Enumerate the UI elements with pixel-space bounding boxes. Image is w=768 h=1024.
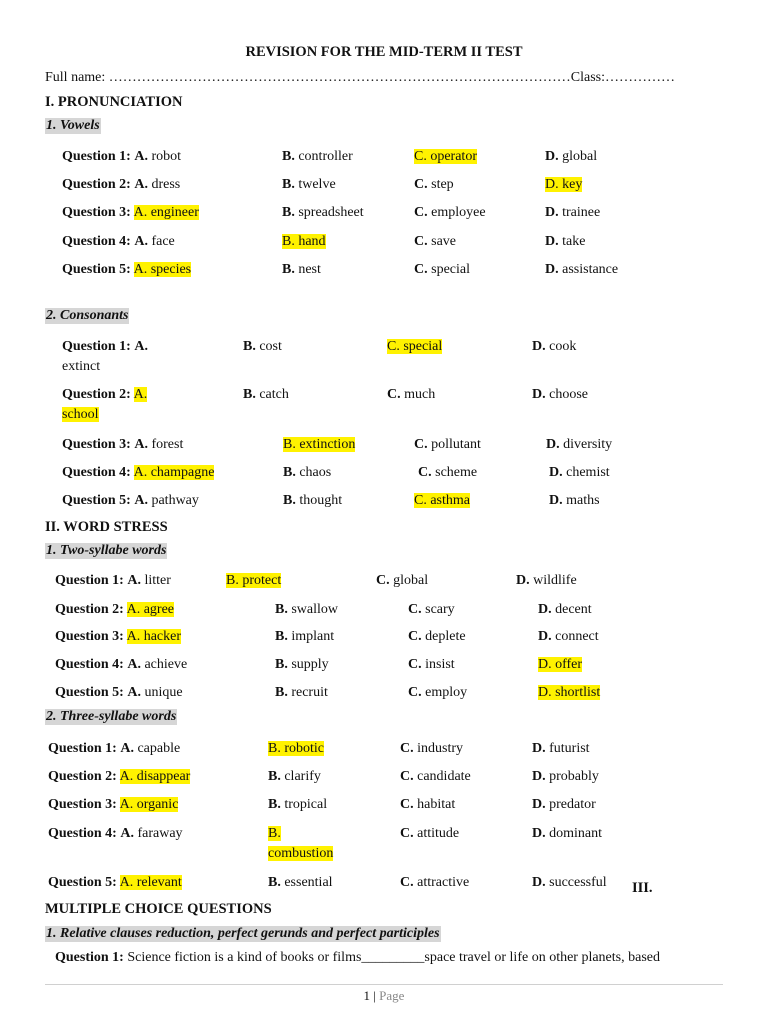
option-word: employee: [431, 205, 486, 220]
option-label: C.: [408, 685, 422, 700]
question-number: Question 4:: [62, 234, 131, 249]
option-c: [400, 767, 471, 787]
option-a: [62, 463, 214, 483]
option-label: A. disappear: [119, 769, 191, 784]
question-number: Question 1:: [48, 741, 117, 756]
option-word: connect: [555, 629, 599, 644]
option-word: predator: [549, 797, 596, 812]
option-word: much: [404, 387, 436, 402]
option-word: combustion: [268, 846, 334, 861]
question-number: Question 2:: [48, 769, 117, 784]
option-label: D.: [532, 339, 546, 354]
option-label: A.: [134, 177, 148, 192]
page-number: 1: [363, 988, 371, 1003]
option-label: B.: [243, 339, 256, 354]
option-label: B.: [268, 769, 281, 784]
option-word: controller: [298, 149, 353, 164]
option-d: [545, 147, 597, 167]
option-label: D.: [532, 769, 546, 784]
option-label: A. agree: [126, 602, 174, 617]
option-b: [275, 683, 328, 703]
section-word-stress: II. WORD STRESS: [45, 519, 168, 535]
option-word: attitude: [417, 826, 460, 841]
option-label: C.: [408, 602, 422, 617]
question-number: Question 2:: [62, 177, 131, 192]
option-label: D.: [538, 629, 552, 644]
option-label: C.: [408, 657, 422, 672]
option-word: unique: [144, 685, 183, 700]
option-word: save: [431, 234, 457, 249]
option-label: B. extinction: [283, 437, 356, 452]
option-label: D.: [545, 234, 559, 249]
option-word: extinct: [62, 359, 101, 374]
option-d: [546, 435, 612, 455]
option-word: successful: [549, 875, 607, 890]
option-a: [62, 260, 191, 280]
option-b: [243, 385, 289, 405]
option-word: dress: [151, 177, 181, 192]
option-b: [243, 337, 282, 357]
mc-question-1: [55, 950, 725, 966]
option-label: B. robotic: [268, 741, 324, 756]
option-label: C.: [414, 262, 428, 277]
option-word: tropical: [284, 797, 328, 812]
subsection-three-syllable: 2. Three-syllabe words: [46, 709, 177, 724]
option-label: C.: [418, 465, 432, 480]
option-word: candidate: [417, 769, 471, 784]
option-label: D.: [532, 797, 546, 812]
option-word: choose: [549, 387, 589, 402]
option-word: implant: [291, 629, 335, 644]
option-d: [545, 175, 582, 195]
option-label: A.: [127, 657, 141, 672]
option-c: [408, 683, 467, 703]
option-d: [538, 600, 592, 620]
option-word: nest: [298, 262, 321, 277]
section-roman-numeral: III.: [632, 880, 653, 896]
question-number: Question 5:: [62, 262, 131, 277]
option-label: D.: [545, 262, 559, 277]
option-d: [538, 627, 599, 647]
option-c: [400, 739, 463, 759]
option-word: catch: [259, 387, 289, 402]
option-d: [545, 203, 600, 223]
option-a: [62, 147, 181, 167]
option-label: A.: [134, 149, 148, 164]
option-word: cook: [549, 339, 577, 354]
option-label: D.: [516, 573, 530, 588]
option-word: step: [431, 177, 454, 192]
option-label: B.: [282, 205, 295, 220]
subsection-two-syllable: 1. Two-syllabe words: [46, 543, 167, 558]
option-b: [283, 463, 331, 483]
option-b: [268, 767, 321, 787]
option-d: [532, 739, 590, 759]
option-label: A.: [120, 741, 134, 756]
option-label: C.: [387, 387, 401, 402]
option-word: essential: [284, 875, 333, 890]
option-a: [62, 175, 180, 195]
option-a: [48, 795, 178, 815]
question-number: Question 2:: [62, 387, 131, 402]
question-number: Question 4:: [55, 657, 124, 672]
option-d: [549, 491, 600, 511]
option-label: B.: [283, 465, 296, 480]
option-label: C.: [414, 437, 428, 452]
option-label: A. engineer: [133, 205, 199, 220]
option-d: [545, 232, 585, 252]
option-a: [55, 571, 171, 591]
option-word: decent: [555, 602, 592, 617]
option-label: A.: [134, 234, 148, 249]
option-word: special: [431, 262, 470, 277]
option-word: maths: [566, 493, 600, 508]
option-label: A. species: [133, 262, 192, 277]
option-label: B.: [275, 602, 288, 617]
option-label: D.: [532, 875, 546, 890]
question-number: Question 1:: [55, 573, 124, 588]
option-label: C.: [400, 769, 414, 784]
option-a: [48, 824, 183, 844]
page-label: Page: [379, 988, 405, 1003]
option-a: [48, 767, 190, 787]
option-label: C.: [414, 234, 428, 249]
option-label: A.: [127, 573, 141, 588]
question-number: Question 4:: [62, 465, 131, 480]
question-text: Science fiction is a kind of books or films_________space travel or life on other planets, based: [127, 950, 660, 965]
option-b: [275, 627, 334, 647]
option-word: achieve: [144, 657, 188, 672]
option-word: supply: [291, 657, 329, 672]
option-d: [532, 873, 607, 893]
option-label: D. key: [545, 177, 583, 192]
option-label: B.: [282, 149, 295, 164]
option-b: [268, 739, 324, 759]
option-label: A. relevant: [119, 875, 182, 890]
option-c: [414, 175, 454, 195]
option-b: [283, 435, 355, 455]
option-label: D.: [546, 437, 560, 452]
option-word: pollutant: [431, 437, 481, 452]
option-label: D.: [532, 387, 546, 402]
option-b: [282, 232, 326, 252]
question-number: Question 5:: [55, 685, 124, 700]
option-word: forest: [151, 437, 184, 452]
option-label: A. organic: [119, 797, 179, 812]
option-c: [408, 600, 455, 620]
option-label: B. protect: [226, 573, 282, 588]
option-word: swallow: [291, 602, 339, 617]
option-d: [532, 795, 596, 815]
option-b: [283, 491, 342, 511]
option-word: pathway: [151, 493, 199, 508]
option-c: [414, 147, 477, 167]
option-word: scheme: [435, 465, 478, 480]
subsection-consonants: 2. Consonants: [46, 308, 129, 323]
question-number: Question 1:: [62, 339, 131, 354]
question-number: Question 5:: [62, 493, 131, 508]
subsection-vowels: 1. Vowels: [46, 118, 100, 133]
option-label: A.: [134, 437, 148, 452]
fullname-class-line: Full name: ………………………………………………………………………………………Class:……………: [45, 70, 675, 85]
section-pronunciation: I. PRONUNCIATION: [45, 94, 183, 110]
option-c: [408, 627, 466, 647]
option-word: chemist: [566, 465, 610, 480]
option-label: A.: [127, 685, 141, 700]
option-word: industry: [417, 741, 464, 756]
option-b: [268, 873, 333, 893]
option-a: [62, 385, 162, 425]
option-label: D.: [549, 493, 563, 508]
option-word: face: [151, 234, 175, 249]
option-a: [55, 683, 183, 703]
option-label: D. offer: [538, 657, 583, 672]
option-label: B.: [275, 685, 288, 700]
option-word: twelve: [298, 177, 336, 192]
option-label: C.: [414, 205, 428, 220]
option-word: habitat: [417, 797, 456, 812]
option-label: B.: [243, 387, 256, 402]
option-b: [282, 175, 336, 195]
option-word: spreadsheet: [298, 205, 364, 220]
option-word: global: [562, 149, 598, 164]
option-word: clarify: [284, 769, 321, 784]
option-a: [62, 337, 162, 377]
option-word: recruit: [291, 685, 328, 700]
option-word: employ: [425, 685, 468, 700]
option-word: thought: [299, 493, 343, 508]
option-c: [414, 203, 486, 223]
option-d: [516, 571, 577, 591]
option-word: capable: [137, 741, 181, 756]
option-a: [55, 655, 187, 675]
option-label: A.: [134, 493, 148, 508]
page-separator: |: [373, 988, 376, 1003]
option-word: faraway: [137, 826, 183, 841]
option-b: [282, 260, 321, 280]
option-b: [282, 147, 353, 167]
option-c: [387, 385, 435, 405]
option-b: [268, 824, 334, 864]
option-word: cost: [259, 339, 282, 354]
option-d: [532, 767, 599, 787]
option-label: B.: [282, 177, 295, 192]
option-a: [62, 232, 175, 252]
footer-divider: [45, 984, 723, 985]
option-a: [62, 491, 199, 511]
option-label: B.: [275, 657, 288, 672]
option-word: global: [393, 573, 429, 588]
option-word: diversity: [563, 437, 613, 452]
option-label: C.: [400, 741, 414, 756]
option-a: [62, 203, 199, 223]
option-word: attractive: [417, 875, 470, 890]
option-label: B.: [283, 493, 296, 508]
subsection-relative-clauses: 1. Relative clauses reduction, perfect gerunds and perfect participles: [46, 926, 440, 941]
option-label: A. champagne: [133, 465, 215, 480]
option-label: C. special: [387, 339, 443, 354]
option-label: C.: [400, 875, 414, 890]
option-word: scary: [425, 602, 455, 617]
option-label: A.: [120, 826, 134, 841]
option-c: [408, 655, 455, 675]
option-d: [532, 337, 576, 357]
option-label: C.: [414, 177, 428, 192]
question-number: Question 1:: [62, 149, 131, 164]
option-b: [275, 600, 338, 620]
option-c: [400, 873, 469, 893]
option-label: D.: [532, 741, 546, 756]
option-label: B.: [268, 797, 281, 812]
option-label: A.: [134, 339, 148, 354]
option-word: chaos: [299, 465, 332, 480]
option-word: futurist: [549, 741, 590, 756]
option-d: [532, 824, 602, 844]
option-label: B.: [268, 826, 281, 841]
option-c: [400, 795, 455, 815]
option-label: D.: [538, 602, 552, 617]
option-d: [538, 683, 600, 703]
option-label: B. hand: [282, 234, 326, 249]
option-word: wildlife: [533, 573, 577, 588]
option-label: B.: [268, 875, 281, 890]
option-a: [55, 627, 181, 647]
option-word: deplete: [425, 629, 466, 644]
option-d: [549, 463, 610, 483]
question-number: Question 3:: [62, 205, 131, 220]
option-label: D.: [549, 465, 563, 480]
option-c: [376, 571, 428, 591]
option-a: [48, 739, 180, 759]
option-b: [268, 795, 327, 815]
option-c: [387, 337, 442, 357]
question-number: Question 3:: [55, 629, 124, 644]
option-label: B.: [282, 262, 295, 277]
question-number: Question 5:: [48, 875, 117, 890]
question-number: Question 2:: [55, 602, 124, 617]
question-number: Question 4:: [48, 826, 117, 841]
option-c: [414, 435, 481, 455]
option-word: robot: [151, 149, 182, 164]
question-number: Question 3:: [48, 797, 117, 812]
option-label: D.: [545, 149, 559, 164]
option-label: C.: [400, 797, 414, 812]
option-b: [226, 571, 281, 591]
option-label: C. operator: [414, 149, 477, 164]
option-label: C.: [376, 573, 390, 588]
option-label: A.: [133, 387, 148, 402]
option-b: [282, 203, 364, 223]
option-label: D.: [532, 826, 546, 841]
option-word: litter: [144, 573, 171, 588]
option-word: take: [562, 234, 586, 249]
option-b: [275, 655, 329, 675]
option-word: probably: [549, 769, 599, 784]
section-multiple-choice: MULTIPLE CHOICE QUESTIONS: [45, 901, 272, 917]
option-c: [414, 260, 470, 280]
option-d: [545, 260, 618, 280]
option-label: D. shortlist: [538, 685, 601, 700]
option-d: [538, 655, 582, 675]
option-c: [400, 824, 459, 844]
option-label: A. hacker: [126, 629, 181, 644]
option-label: B.: [275, 629, 288, 644]
option-word: assistance: [562, 262, 619, 277]
option-word: school: [62, 407, 99, 422]
option-label: D.: [545, 205, 559, 220]
option-c: [414, 232, 456, 252]
page-footer: [0, 988, 768, 1004]
question-number: Question 3:: [62, 437, 131, 452]
option-word: dominant: [549, 826, 603, 841]
document-title: REVISION FOR THE MID-TERM II TEST: [245, 44, 523, 60]
option-c: [418, 463, 477, 483]
option-c: [414, 491, 470, 511]
option-label: C. asthma: [414, 493, 470, 508]
option-label: C.: [400, 826, 414, 841]
option-word: trainee: [562, 205, 601, 220]
option-a: [48, 873, 182, 893]
question-number: Question 1:: [55, 950, 124, 965]
option-word: insist: [425, 657, 455, 672]
option-a: [55, 600, 174, 620]
option-label: C.: [408, 629, 422, 644]
option-d: [532, 385, 588, 405]
option-a: [62, 435, 183, 455]
